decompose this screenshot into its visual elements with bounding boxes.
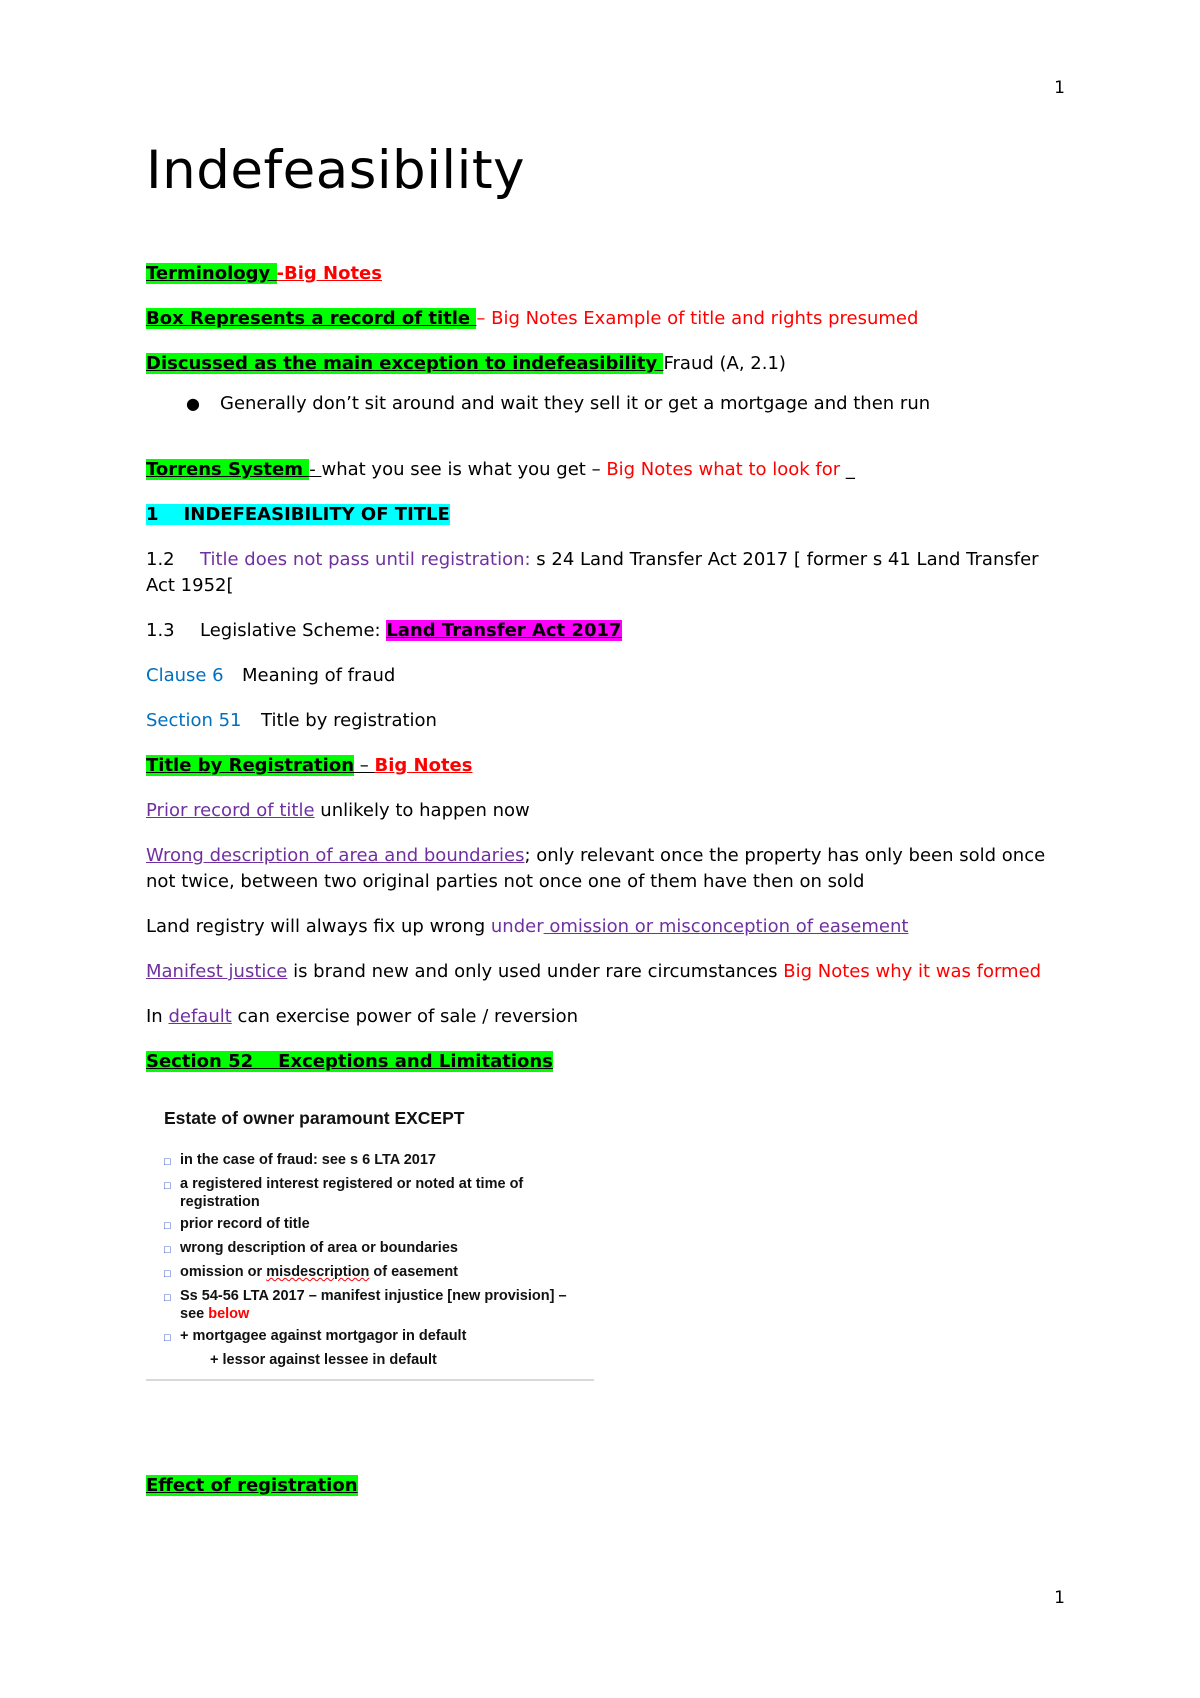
prior-record-rest: unlikely to happen now	[314, 800, 530, 821]
square-bullet-icon: □	[164, 1180, 171, 1192]
title-by-registration-red: Big Notes	[374, 755, 473, 776]
effect-of-registration-line	[146, 1473, 1066, 1499]
exceptions-box-image	[146, 1094, 594, 1381]
heading-indefeasibility	[146, 502, 1066, 528]
box-item-text: + mortgagee against mortgagor in default	[180, 1328, 467, 1344]
default-plain-2: can exercise power of sale / reversion	[231, 1006, 579, 1027]
box-sub-item: + lessor against lessee in default	[210, 1352, 437, 1368]
section-52-line	[146, 1049, 1066, 1075]
box-represents-label: Box Represents a record of title	[146, 308, 477, 329]
land-registry-purple-2: omission or misconception of easement	[543, 916, 909, 937]
box-item-text	[180, 1287, 594, 1323]
terminology-line	[146, 261, 1066, 287]
item-1-2	[146, 547, 1066, 599]
manifest-justice-red: Big Notes why it was formed	[783, 961, 1042, 982]
box-item	[164, 1239, 594, 1259]
item-1-3-num: 1.3	[146, 620, 175, 641]
default-plain-1: In	[146, 1006, 169, 1027]
box-item	[164, 1215, 594, 1235]
clause-6-line	[146, 663, 1066, 689]
box-item-text: in the case of fraud: see s 6 LTA 2017	[180, 1152, 436, 1168]
item-1-3	[146, 618, 1066, 644]
terminology-label: Terminology	[146, 263, 277, 284]
square-bullet-icon: □	[164, 1268, 171, 1280]
document-body	[146, 140, 1066, 1518]
square-bullet-icon: □	[164, 1156, 171, 1168]
box-item	[164, 1287, 594, 1323]
box-item	[164, 1263, 594, 1283]
box-item	[164, 1175, 594, 1211]
bullet-icon: ●	[186, 394, 200, 413]
item-1-2-num: 1.2	[146, 549, 175, 570]
box-below-word: below	[208, 1306, 250, 1322]
box-item	[164, 1327, 594, 1347]
box-represents-line	[146, 306, 1066, 332]
land-registry-purple-1: under	[490, 916, 544, 937]
box-item	[164, 1151, 594, 1171]
box-item-4-end: of easement	[369, 1264, 459, 1280]
title-by-registration-dash: –	[354, 755, 375, 776]
box-item-4-start: omission or	[180, 1264, 267, 1280]
discussed-line	[146, 351, 1066, 377]
section-51-text: Title by registration	[261, 710, 437, 731]
box-item-text: a registered interest registered or noted at time of registration	[180, 1176, 524, 1210]
title-by-registration-line	[146, 753, 1066, 779]
item-1-2-rest: s 24 Land Transfer Act 2017 [ former s 41 Land Transfer Act 1952[	[146, 549, 1039, 596]
box-title: Estate of owner paramount EXCEPT	[164, 1108, 465, 1128]
square-bullet-icon: □	[164, 1292, 171, 1304]
torrens-red: Big Notes what to look for	[606, 459, 846, 480]
discussed-label: Discussed as the main exception to indefeasibility	[146, 353, 664, 374]
default-link: default	[168, 1006, 232, 1027]
box-misdescription: misdescription	[266, 1264, 370, 1280]
torrens-dash: -	[309, 459, 322, 480]
discussed-rest: Fraud (A, 2.1)	[663, 353, 786, 374]
clause-6-label: Clause 6	[146, 665, 224, 686]
manifest-justice-rest: is brand new and only used under rare circumstances	[287, 961, 784, 982]
item-1-2-purple: Title does not pass until registration:	[200, 549, 537, 570]
page-number-bottom: 1	[1054, 1588, 1065, 1608]
page-title: Indefeasibility	[146, 140, 526, 201]
clause-6-text: Meaning of fraud	[242, 665, 396, 686]
section-51-label: Section 51	[146, 710, 242, 731]
terminology-rest: -Big Notes	[276, 263, 382, 284]
torrens-tail: _	[845, 459, 855, 480]
box-represents-rest: – Big Notes Example of title and rights presumed	[476, 308, 919, 329]
box-list	[164, 1151, 594, 1347]
torrens-label: Torrens System	[146, 459, 310, 480]
box-item-text	[180, 1263, 458, 1283]
square-bullet-icon: □	[164, 1332, 171, 1344]
wrong-description-link: Wrong description of area and boundaries	[146, 845, 525, 866]
wrong-description-line	[146, 843, 1066, 895]
manifest-justice-line	[146, 959, 1066, 985]
torrens-plain: what you see is what you get –	[321, 459, 607, 480]
wrong-description-rest: ; only relevant once the property has only been sold once not twice, between two original parties not once one of them have then on sold	[146, 845, 1046, 892]
land-registry-line	[146, 914, 1066, 940]
square-bullet-icon: □	[164, 1244, 171, 1256]
bullet-text: Generally don’t sit around and wait they sell it or get a mortgage and then run	[220, 393, 931, 414]
torrens-line	[146, 457, 1066, 483]
prior-record-link: Prior record of title	[146, 800, 315, 821]
box-item-5-start: Ss 54-56 LTA 2017 – manifest injustice [new provision] – see	[180, 1288, 567, 1322]
manifest-justice-link: Manifest justice	[146, 961, 288, 982]
effect-of-registration-label: Effect of registration	[146, 1475, 358, 1496]
page-number-top: 1	[1054, 78, 1065, 98]
box-item-text: wrong description of area or boundaries	[180, 1240, 458, 1256]
item-1-3-text: Legislative Scheme:	[200, 620, 387, 641]
land-registry-plain: Land registry will always fix up wrong	[146, 916, 491, 937]
section-51-line	[146, 708, 1066, 734]
bullet-item	[146, 391, 1066, 417]
item-1-3-highlight: Land Transfer Act 2017	[386, 620, 622, 641]
section-52-label: Section 52 Exceptions and Limitations	[146, 1051, 553, 1072]
square-bullet-icon: □	[164, 1220, 171, 1232]
prior-record-line	[146, 798, 1066, 824]
box-item-text: prior record of title	[180, 1216, 310, 1232]
heading-1-text: 1 INDEFEASIBILITY OF TITLE	[146, 504, 450, 525]
default-line	[146, 1004, 1066, 1030]
title-by-registration-label: Title by Registration	[146, 755, 355, 776]
